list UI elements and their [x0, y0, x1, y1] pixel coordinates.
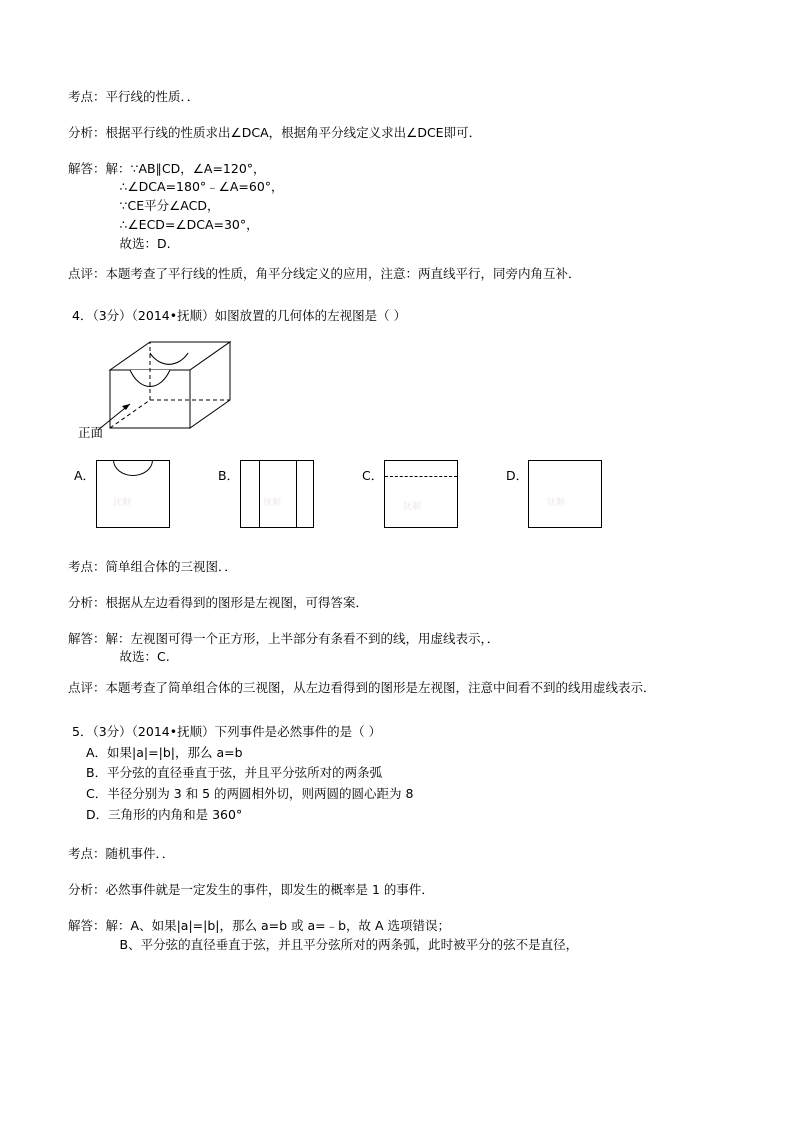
q4-dianping-text: 本题考查了简单组合体的三视图，从左边看得到的图形是左视图，注意中间看不到的线用虚线表示．	[105, 680, 656, 695]
q3-dianping-text: 本题考查了平行线的性质，角平分线定义的应用，注意：两直线平行，同旁内角互补．	[105, 266, 581, 282]
q3-kaodian-text: 平行线的性质．．	[105, 89, 200, 104]
q5-jieda-line: 解：A、如果|a|=|b|，那么 a=b 或 a=﹣b，故 A 选项错误；	[105, 917, 451, 933]
q4-fenxi-text: 根据从左边看得到的图形是左视图，可得答案．	[105, 594, 369, 610]
q5-kaodian-row	[68, 845, 722, 864]
q4-number: 4	[72, 308, 80, 323]
q3-dianping-label: 点评：	[68, 266, 106, 282]
q4-options	[68, 452, 722, 544]
q4-kaodian-row	[68, 558, 722, 577]
q3-jieda-line: ∴∠ECD=∠DCA=30°，	[119, 216, 259, 232]
q4-score: （3分）	[92, 308, 132, 323]
q5-choice-a[interactable]: A．如果|a|=|b|，那么 a=b	[86, 744, 243, 760]
q3-dianping-row	[68, 265, 722, 284]
vertical-line	[259, 461, 260, 527]
q3-jieda-body	[106, 160, 722, 254]
q4-jieda-line: 解：左视图可得一个正方形，上半部分有条看不到的线，用虚线表示，．	[105, 630, 500, 646]
q3-jieda-line: ∵CE平分∠ACD，	[119, 198, 220, 213]
q5-fenxi-label: 分析：	[68, 882, 106, 897]
q4-source: （2014•抚顺）	[131, 308, 215, 323]
q3-fenxi-text: 根据平行线的性质求出∠DCA，根据角平分线定义求出∠DCE即可．	[105, 124, 482, 140]
q3-kaodian-row	[68, 88, 722, 107]
q4-stem-line: 4．（3分）（2014•抚顺）如图放置的几何体的左视图是（ ）	[72, 308, 407, 323]
q5-fenxi-text: 必然事件就是一定发生的事件，即发生的概率是 1 的事件．	[105, 882, 434, 897]
q4-kaodian-text: 简单组合体的三视图．．	[105, 559, 237, 574]
q5-choice-d[interactable]: D．三角形的内角和是 360°	[86, 806, 243, 822]
q5-kaodian-label: 考点：	[68, 846, 106, 862]
q5-jieda-line: B、平分弦的直径垂直于弦，并且平分弦所对的两条弧，此时被平分的弦不是直径，	[119, 936, 579, 952]
q4-option-b-figure: 抚顺	[240, 460, 314, 528]
q3-jieda-label: 解答：	[68, 160, 106, 176]
q5-jieda-body	[106, 917, 722, 955]
q5-source: （2014•抚顺）	[131, 723, 215, 739]
q3-fenxi-row	[68, 124, 722, 143]
q5-jieda-row	[68, 917, 722, 955]
q4-dianping-label: 点评：	[68, 680, 106, 695]
q5-fenxi-row	[68, 881, 722, 900]
solid-with-notch-figure	[90, 330, 270, 440]
q4-option-b-tag: B．	[218, 468, 240, 483]
q5-choice-c[interactable]: C．半径分别为 3 和 5 的两圆相外切，则两圆的圆心距为 8	[86, 786, 414, 801]
q4-jieda-label: 解答：	[68, 630, 106, 646]
q4-option-c-figure: 抚顺	[384, 460, 458, 528]
q5-jieda-label: 解答：	[68, 917, 106, 933]
q5-stem-line: 5．（3分）（2014•抚顺）下列事件是必然事件的是（ ）	[72, 723, 382, 739]
q4-stem: 如图放置的几何体的左视图是（ ）	[214, 308, 407, 323]
q4-dianping-row	[68, 679, 722, 698]
q4-option-a-figure: 抚顺	[96, 460, 170, 528]
q4-option-a-tag: A．	[74, 468, 96, 483]
q4-fenxi-label: 分析：	[68, 594, 106, 610]
dashed-line	[385, 476, 457, 477]
front-view-label: 正面	[78, 425, 104, 440]
q4-option-c-tag: C．	[362, 468, 384, 483]
q3-kaodian-label: 考点：	[68, 89, 106, 104]
notch-shape	[113, 460, 153, 476]
q3-jieda-line: ∴∠DCA=180°﹣∠A=60°，	[119, 179, 284, 195]
q4-figure	[78, 330, 722, 450]
q3-jieda-line: 解：∵AB∥CD，∠A=120°，	[105, 160, 266, 176]
q5-number: 5	[72, 723, 80, 739]
q4-jieda-line: 故选：C.	[119, 649, 170, 665]
q3-jieda-row	[68, 160, 722, 254]
q5-score: （3分）	[92, 723, 132, 739]
q4-option-d-figure: 抚顺	[528, 460, 602, 528]
q5-choices	[68, 743, 722, 826]
q4-jieda-body	[106, 630, 722, 668]
vertical-line	[296, 461, 297, 527]
q4-jieda-row	[68, 630, 722, 668]
q4-kaodian-label: 考点：	[68, 559, 106, 574]
q4-option-d-tag: D．	[506, 468, 529, 483]
q5-choice-b[interactable]: B．平分弦的直径垂直于弦，并且平分弦所对的两条弧	[86, 765, 383, 781]
q3-fenxi-label: 分析：	[68, 124, 106, 140]
q5-stem: 下列事件是必然事件的是（ ）	[214, 723, 382, 739]
q5-kaodian-text: 随机事件．．	[105, 846, 175, 862]
q4-fenxi-row	[68, 594, 722, 613]
q3-jieda-line: 故选：D.	[119, 235, 171, 251]
